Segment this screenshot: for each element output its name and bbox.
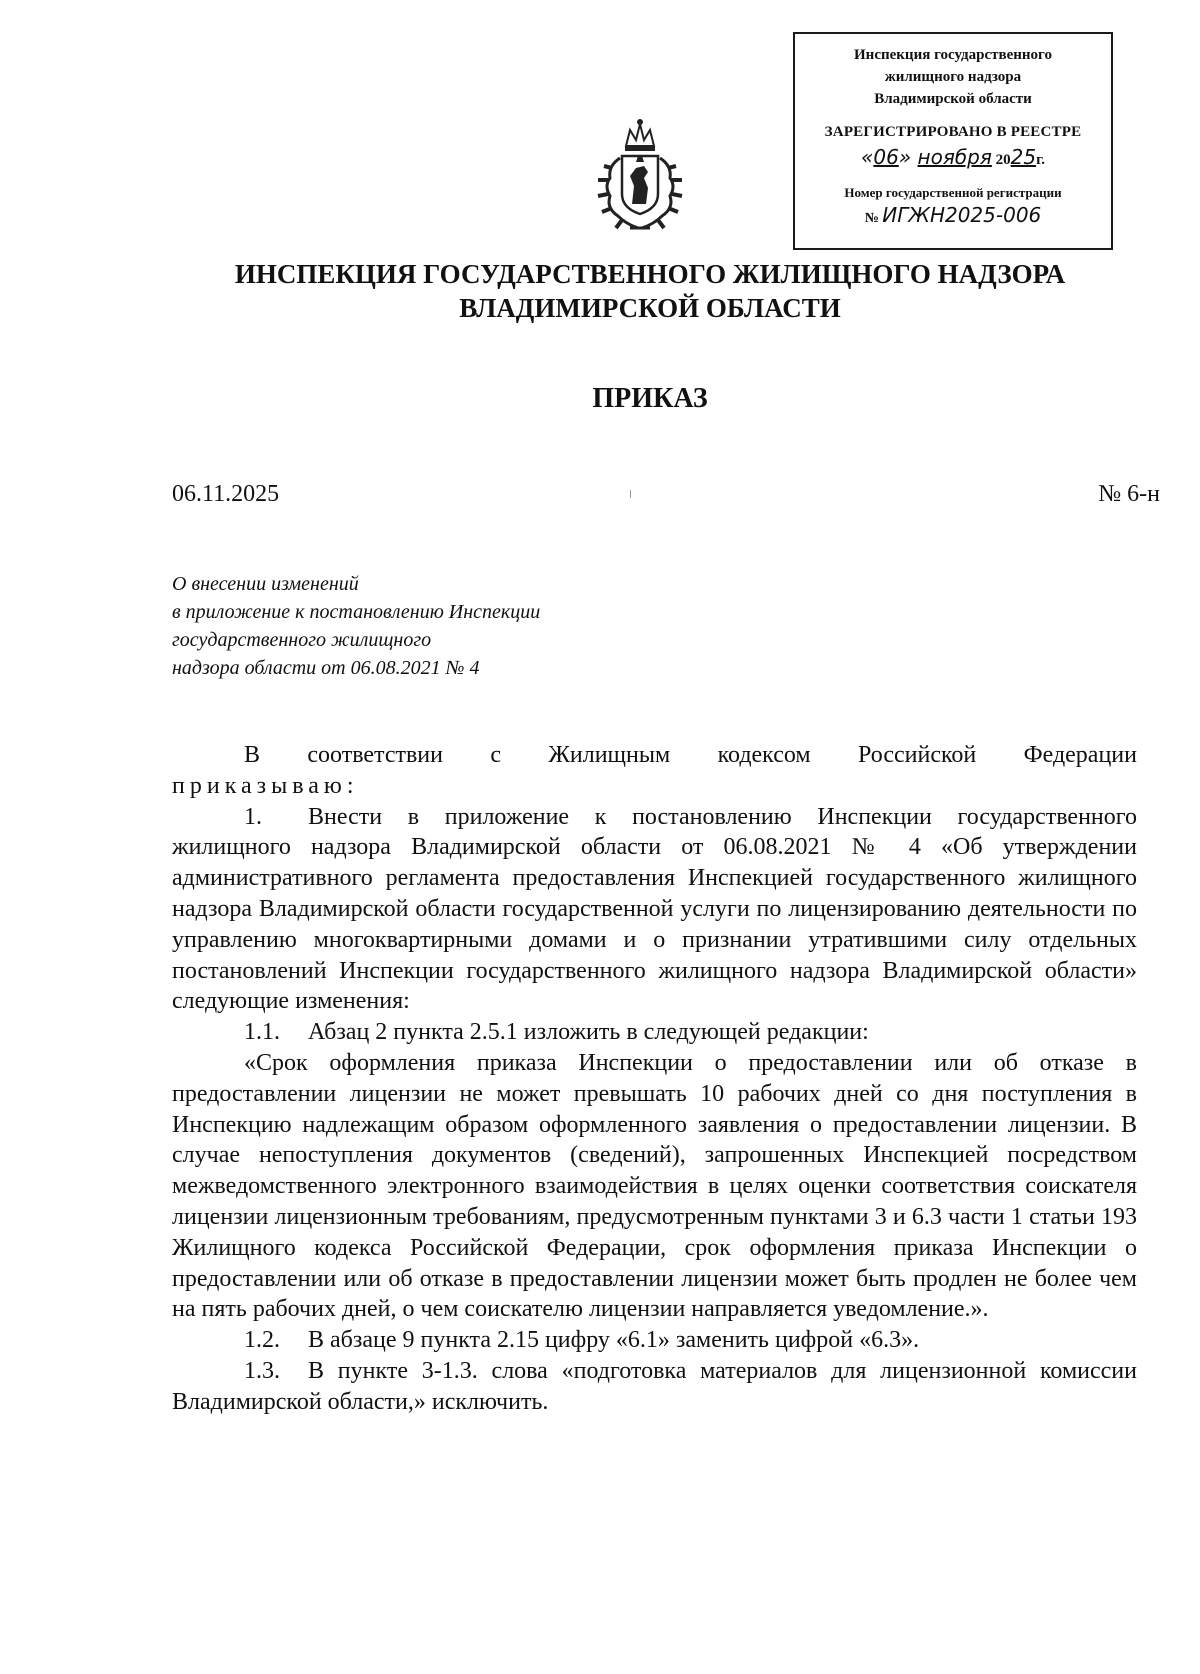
document-type: ПРИКАЗ	[592, 383, 708, 414]
subject-line: государственного жилищного	[172, 629, 432, 651]
item-number: 1.1.	[244, 1019, 280, 1046]
stamp-year-prefix: 20	[995, 152, 1011, 168]
stamp-day: 06	[873, 145, 899, 169]
stamp-org	[795, 44, 1111, 110]
stamp-registered-label: ЗАРЕГИСТРИРОВАНО В РЕЕСТРЕ	[824, 124, 1082, 140]
stamp-number-value: ИГЖН2025-006	[882, 203, 1042, 227]
item-1	[172, 802, 1137, 1018]
document-date: 06.11.2025	[172, 481, 280, 507]
organization-title	[0, 257, 1200, 325]
stamp-org-line: жилищного надзора	[884, 69, 1022, 85]
stamp-number-row	[795, 203, 1111, 227]
item-number: 1.3.	[244, 1357, 280, 1384]
item-text: Внести в приложение к постановлению Инспекции государственного жилищного надзора Владимирской области от 06.08.2021 № 4 «Об утверждении административного регламента предоставления Инспекцией государственного жилищного надзора Владимирской области государственной услуги по лицензированию деятельности по управлению многоквартирными домами и о признании утратившими силу отдельных постановлений Инспекции государственного жилищного надзора Владимирской области» следующие изменения:	[172, 803, 1137, 1015]
item-text: В пункте 3-1.3. слова «подготовка материалов для лицензионной комиссии Владимирской области,» исключить.	[172, 1357, 1137, 1415]
organization-title-line: ВЛАДИМИРСКОЙ ОБЛАСТИ	[459, 293, 841, 323]
stamp-org-line: Владимирской области	[874, 91, 1032, 107]
coat-of-arms-icon	[590, 116, 690, 234]
document-subject	[172, 570, 692, 682]
stamp-org-line: Инспекция государственного	[854, 47, 1052, 63]
item-text: Абзац 2 пункта 2.5.1 изложить в следующей редакции:	[308, 1019, 869, 1046]
subject-line: надзора области от 06.08.2021 № 4	[172, 657, 480, 679]
item-number: 1.	[244, 803, 262, 830]
document-body	[172, 740, 1137, 1418]
stamp-number-prefix: №	[864, 211, 879, 226]
stamp-year-suffix: 25	[1010, 145, 1037, 169]
stamp-month: ноября	[917, 145, 992, 169]
order-word: приказываю:	[172, 772, 359, 799]
subject-line: в приложение к постановлению Инспекции	[172, 601, 541, 623]
registration-stamp	[793, 32, 1113, 250]
stamp-year-unit: г.	[1036, 152, 1045, 168]
item-1-2	[172, 1325, 1137, 1356]
item-number: 1.2.	[244, 1327, 280, 1354]
stamp-number-label: Номер государственной регистрации	[844, 185, 1062, 200]
scan-mark	[630, 490, 631, 498]
document-number: № 6-н	[1098, 481, 1160, 507]
subject-line: О внесении изменений	[172, 573, 359, 595]
stamp-date-row: «06» ноября 2025г.	[861, 145, 1045, 169]
preamble: В соответствии с Жилищным кодексом Российской Федерации	[244, 742, 1137, 768]
item-1-1	[172, 1017, 1137, 1048]
item-1-3	[172, 1356, 1137, 1418]
organization-title-line: ИНСПЕКЦИЯ ГОСУДАРСТВЕННОГО ЖИЛИЩНОГО НАДЗОРА	[234, 259, 1066, 289]
item-text: В абзаце 9 пункта 2.15 цифру «6.1» заменить цифрой «6.3».	[308, 1327, 920, 1354]
quoted-paragraph: «Срок оформления приказа Инспекции о предоставлении или об отказе в предоставлении лицензии не может превышать 10 рабочих дней со дня поступления в Инспекцию надлежащим образом оформленного заявления о предоставлении лицензии. В случае непоступления документов (сведений), запрошенных Инспекцией посредством межведомственного электронного взаимодействия в целях оценки соответствия соискателя лицензии лицензионным требованиям, предусмотренным пунктами 3 и 6.3 части 1 статьи 193 Жилищного кодекса Российской Федерации, срок оформления приказа Инспекции о предоставлении или об отказе в предоставлении лицензии может быть продлен не более чем на пять рабочих дней, о чем соискателю лицензии направляется уведомление.».	[172, 1049, 1137, 1323]
